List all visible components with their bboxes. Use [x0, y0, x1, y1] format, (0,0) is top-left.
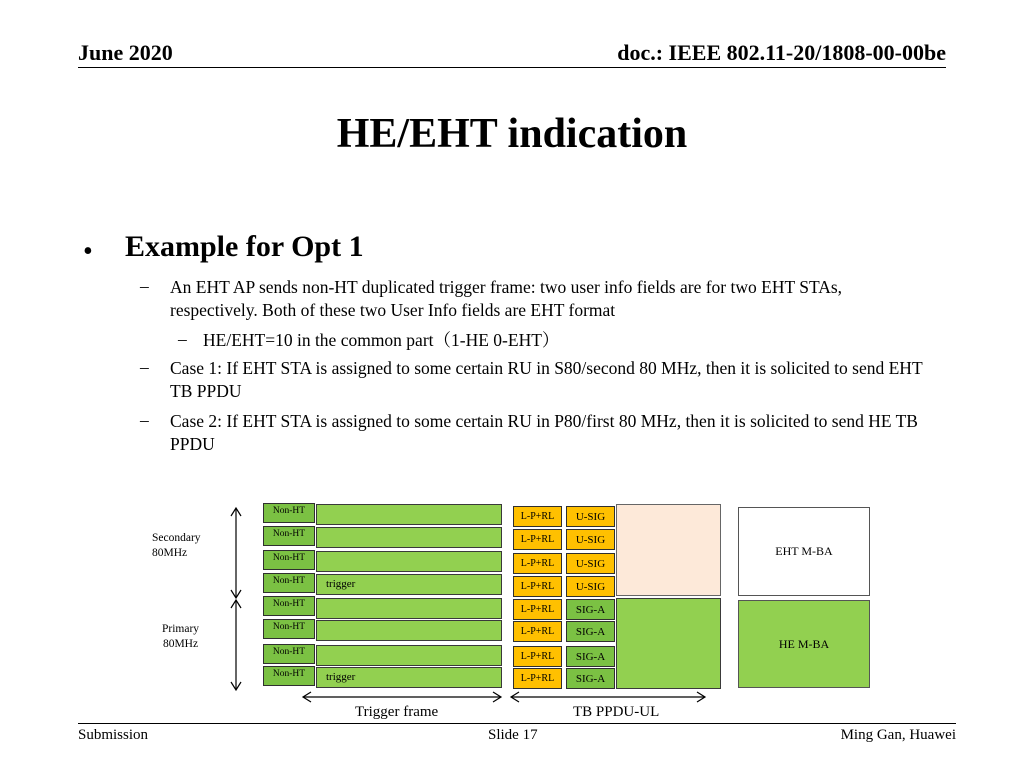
sub-bullet-1: An EHT AP sends non-HT duplicated trigger frame: two user info fields are for two EHT STAs, respectively. Both of these two User Info fields are EHT format — [170, 277, 843, 320]
eht-mba-block: EHT M-BA — [738, 507, 870, 596]
dash-icon: – — [140, 410, 149, 430]
lprl-block: L-P+RL — [513, 599, 562, 620]
he-data-block — [616, 598, 721, 689]
header-date: June 2020 — [78, 40, 173, 65]
trigger-frame-bar — [316, 667, 502, 688]
trigger-frame-bar — [316, 574, 502, 595]
lprl-block: L-P+RL — [513, 506, 562, 527]
trigger-frame-bar — [316, 598, 502, 619]
sub-bullet-4: Case 2: If EHT STA is assigned to some certain RU in P80/first 80 MHz, then it is solicited to send HE TB PPDU — [170, 411, 918, 454]
dash-icon: – — [140, 276, 149, 296]
siga-block: SIG-A — [566, 668, 615, 689]
usig-block: U-SIG — [566, 553, 615, 574]
header-doc-id: doc.: IEEE 802.11-20/1808-00-00be — [617, 40, 946, 65]
dash-icon: – — [140, 357, 149, 377]
eht-data-block — [616, 504, 721, 596]
nonht-block: Non-HT — [263, 503, 315, 523]
trigger-label: trigger — [326, 671, 356, 683]
trigger-frame-label: Trigger frame — [355, 704, 439, 720]
lprl-block: L-P+RL — [513, 668, 562, 689]
span-arrows — [300, 690, 710, 704]
bullet-heading: Example for Opt 1 — [125, 230, 364, 263]
siga-block: SIG-A — [566, 621, 615, 642]
sub-bullet-3: Case 1: If EHT STA is assigned to some certain RU in S80/second 80 MHz, then it is solicited to send EHT TB PPDU — [170, 358, 923, 401]
siga-block: SIG-A — [566, 646, 615, 667]
bandwidth-arrows — [226, 505, 246, 695]
header-rule — [78, 67, 946, 68]
lprl-block: L-P+RL — [513, 576, 562, 597]
trigger-frame-bar — [316, 620, 502, 641]
footer-rule — [78, 723, 956, 724]
usig-block: U-SIG — [566, 506, 615, 527]
nonht-block: Non-HT — [263, 573, 315, 593]
nonht-block: Non-HT — [263, 550, 315, 570]
dash-icon: – — [178, 329, 187, 349]
trigger-frame-bar — [316, 645, 502, 666]
nonht-block: Non-HT — [263, 666, 315, 686]
trigger-frame-bar — [316, 551, 502, 572]
lprl-block: L-P+RL — [513, 553, 562, 574]
nonht-block: Non-HT — [263, 619, 315, 639]
slide-title: HE/EHT indication — [336, 111, 688, 157]
secondary-label: Secondary 80MHz — [152, 532, 201, 559]
siga-block: SIG-A — [566, 599, 615, 620]
nonht-block: Non-HT — [263, 526, 315, 546]
footer-author: Ming Gan, Huawei — [840, 727, 956, 743]
he-mba-block: HE M-BA — [738, 600, 870, 688]
usig-block: U-SIG — [566, 529, 615, 550]
footer-left: Submission — [78, 727, 149, 743]
trigger-frame-bar — [316, 527, 502, 548]
trigger-frame-bar — [316, 504, 502, 525]
nonht-block: Non-HT — [263, 596, 315, 616]
primary-label: Primary 80MHz — [162, 623, 200, 650]
slide-number: Slide 17 — [488, 727, 538, 743]
lprl-block: L-P+RL — [513, 529, 562, 550]
usig-block: U-SIG — [566, 576, 615, 597]
sub-bullet-2: HE/EHT=10 in the common part（1-HE 0-EHT） — [203, 330, 560, 350]
tb-ppdu-label: TB PPDU-UL — [573, 704, 660, 720]
lprl-block: L-P+RL — [513, 621, 562, 642]
bullet-dot: • — [83, 236, 93, 267]
trigger-label: trigger — [326, 578, 356, 590]
lprl-block: L-P+RL — [513, 646, 562, 667]
nonht-block: Non-HT — [263, 644, 315, 664]
